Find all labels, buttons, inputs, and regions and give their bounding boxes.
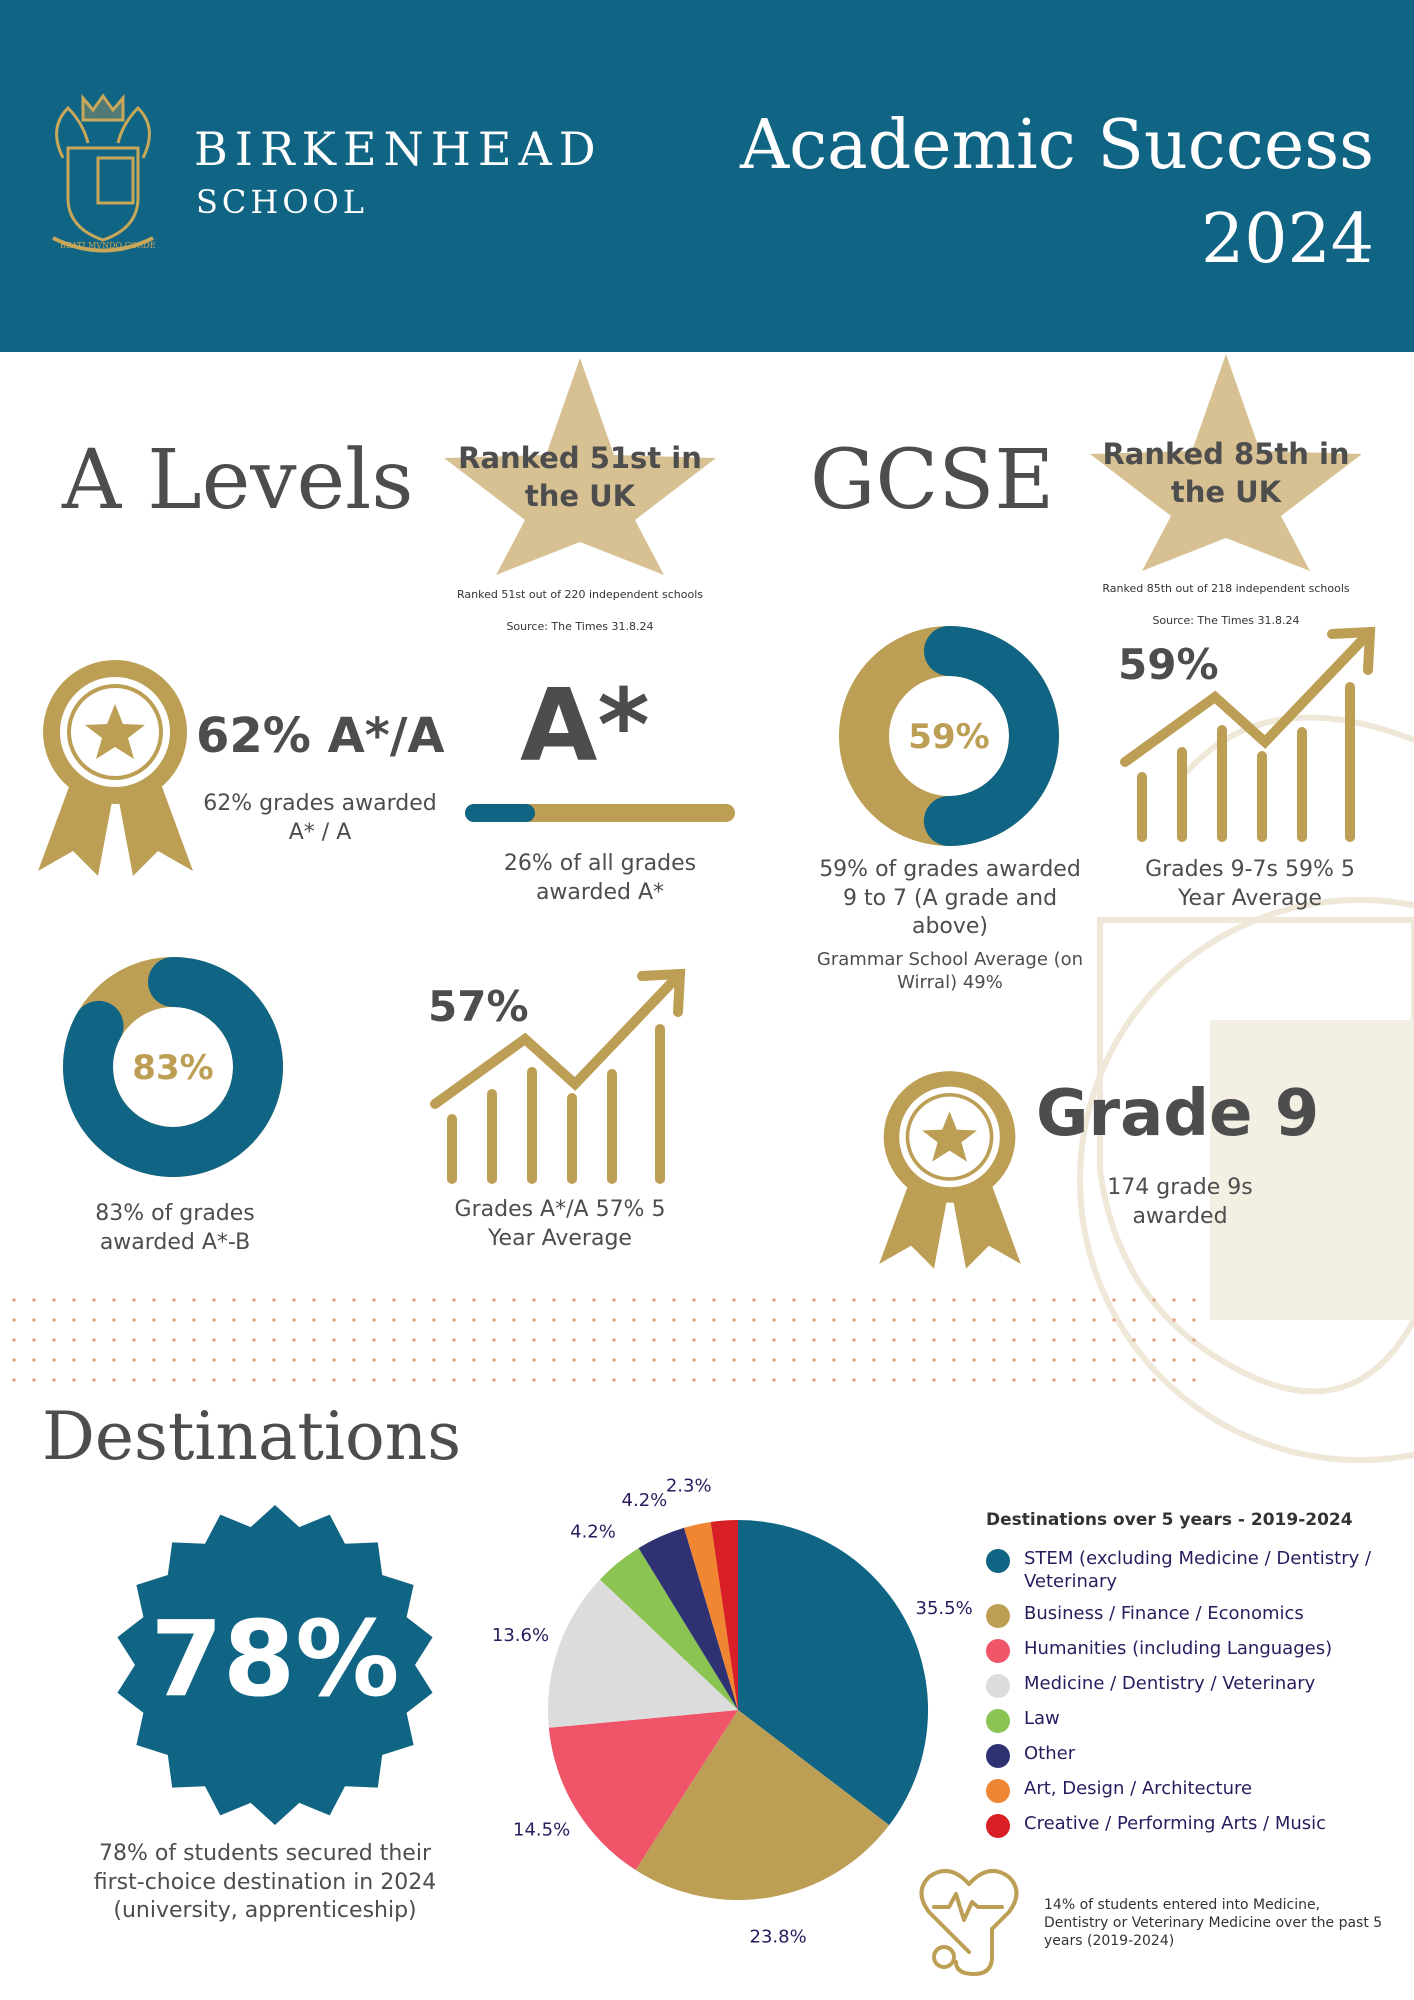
legend-swatch: [986, 1549, 1010, 1573]
pie-slice-label: 23.8%: [749, 1926, 807, 1948]
legend-label: Business / Finance / Economics: [1024, 1603, 1304, 1624]
gcse-donut-value: 59%: [908, 717, 990, 757]
a-levels-award-caption: 62% grades awarded A* / A: [203, 791, 437, 845]
legend-title: Destinations over 5 years - 2019-2024: [986, 1510, 1353, 1530]
astar-label: A*: [520, 667, 650, 784]
a-levels-donut-chart: [62, 956, 284, 1178]
a-levels-rank-source: Source: The Times 31.8.24: [506, 620, 654, 633]
a-levels-donut-caption: 83% of grades awarded A*-B: [95, 1201, 255, 1255]
legend-label: STEM (excluding Medicine / Dentistry / Veterinary: [1024, 1548, 1372, 1592]
astar-progress-fill: [465, 804, 535, 822]
legend-label: Medicine / Dentistry / Veterinary: [1024, 1673, 1316, 1694]
legend-label: Creative / Performing Arts / Music: [1024, 1813, 1327, 1834]
a-levels-award-stat: 62% A*/A: [196, 708, 445, 764]
a-levels-trend-caption: Grades A*/A 57% 5 Year Average: [454, 1197, 666, 1251]
legend-item: [986, 1603, 1386, 1628]
school-subtitle: SCHOOL: [196, 183, 369, 221]
stethoscope-heart-icon: [914, 1862, 1024, 1982]
gcse-rank-source: Source: The Times 31.8.24: [1152, 614, 1300, 627]
pie-slice-label: 35.5%: [915, 1597, 973, 1619]
legend-swatch: [986, 1674, 1010, 1698]
grade9-stat: Grade 9: [1036, 1077, 1320, 1151]
school-name: BIRKENHEAD: [194, 122, 603, 176]
legend-swatch: [986, 1744, 1010, 1768]
legend-item: [986, 1743, 1386, 1768]
legend-item: [986, 1638, 1386, 1663]
a-levels-rank-text: Ranked 51st in the UK: [458, 441, 702, 513]
gcse-donut-subcaption: Grammar School Average (on Wirral) 49%: [816, 949, 1084, 994]
page-year: 2024: [1200, 200, 1374, 279]
legend-swatch: [986, 1604, 1010, 1628]
gcse-donut-caption: 59% of grades awarded 9 to 7 (A grade and above): [819, 857, 1081, 940]
medicine-note: 14% of students entered into Medicine, Dentistry or Veterinary Medicine over the past 5 years (2019-2024): [1044, 1897, 1383, 1950]
gcse-rank-note: Ranked 85th out of 218 independent schools: [1102, 582, 1350, 595]
legend-swatch: [986, 1709, 1010, 1733]
legend-item: [986, 1673, 1386, 1698]
legend-label: Law: [1024, 1708, 1060, 1729]
gcse-trend-caption: Grades 9-7s 59% 5 Year Average: [1145, 857, 1355, 911]
gcse-title: GCSE: [810, 433, 1055, 528]
a-levels-trend-chart-icon: [430, 964, 690, 1184]
legend-item: [986, 1813, 1386, 1838]
school-crest-logo: [38, 88, 168, 258]
astar-progress-bar: [465, 804, 735, 822]
pie-slice-label: 4.2%: [621, 1489, 668, 1511]
pie-slice-label: 4.2%: [570, 1521, 616, 1543]
a-levels-title: A Levels: [62, 433, 414, 528]
legend-item: [986, 1708, 1386, 1733]
destinations-pie-chart: [468, 1468, 973, 1948]
grade9-rosette-icon: [870, 1052, 1030, 1284]
legend-swatch: [986, 1779, 1010, 1803]
destinations-badge-value: 78%: [150, 1598, 400, 1720]
page-title: Academic Success: [739, 106, 1374, 185]
grade9-caption: 174 grade 9s awarded: [1107, 1175, 1253, 1229]
gcse-trend-chart-icon: [1120, 622, 1380, 842]
legend-items: [986, 1548, 1386, 1838]
destinations-badge-icon: [110, 1500, 440, 1830]
gcse-donut-chart: [838, 625, 1060, 847]
legend-label: Art, Design / Architecture: [1024, 1778, 1253, 1799]
gcse-rank-text: Ranked 85th in the UK: [1102, 437, 1350, 509]
award-rosette-icon: [28, 656, 203, 876]
legend-label: Other: [1024, 1743, 1076, 1764]
astar-caption: 26% of all grades awarded A*: [503, 851, 697, 905]
legend-item: [986, 1548, 1386, 1593]
gcse-trend-value: 59%: [1118, 640, 1219, 689]
destinations-title: Destinations: [42, 1398, 462, 1475]
legend-swatch: [986, 1639, 1010, 1663]
crest-motto: BEATI MVNDO CORDE: [60, 241, 156, 250]
a-levels-rank-note: Ranked 51st out of 220 independent schools: [456, 588, 703, 601]
pie-slice-label: 13.6%: [491, 1625, 550, 1647]
destinations-legend: [986, 1510, 1386, 1848]
legend-label: Humanities (including Languages): [1024, 1638, 1333, 1659]
pie-slice-label: 2.3%: [665, 1475, 712, 1497]
a-levels-trend-value: 57%: [428, 982, 529, 1031]
destinations-badge-caption: 78% of students secured their first-choice destination in 2024 (university, apprenticeship): [93, 1841, 437, 1924]
legend-item: [986, 1778, 1386, 1803]
dotted-divider: [10, 1296, 1210, 1386]
pie-slice-label: 14.5%: [513, 1819, 571, 1841]
legend-swatch: [986, 1814, 1010, 1838]
a-levels-donut-value: 83%: [132, 1048, 214, 1088]
